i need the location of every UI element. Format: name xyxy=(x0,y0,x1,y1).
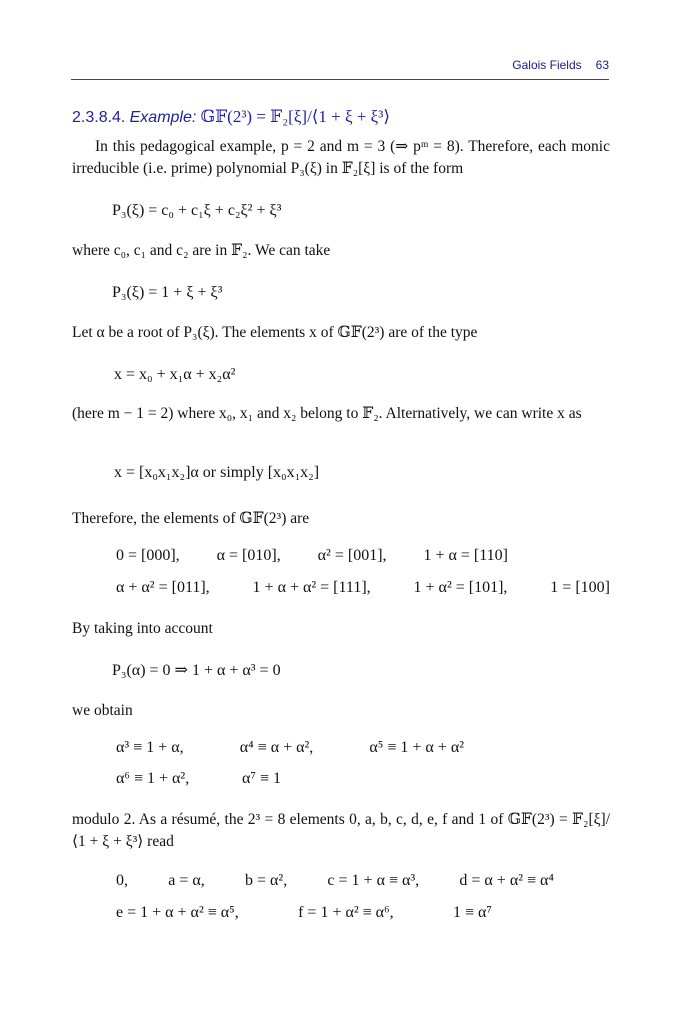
resume-row-2 xyxy=(116,904,492,922)
resume-row-1 xyxy=(116,872,554,890)
power-item: α⁶ ≡ 1 + α², xyxy=(116,770,190,787)
element-item: 1 = [100] xyxy=(550,579,610,596)
elements-row-2 xyxy=(116,579,610,597)
elements-row-1 xyxy=(116,547,508,565)
equation-chosen-polynomial: P₃(ξ) = 1 + ξ + ξ³ xyxy=(112,284,223,301)
section-formula: 𝔾𝔽(2³) = 𝔽₂[ξ]/⟨1 + ξ + ξ³⟩ xyxy=(200,107,390,126)
resume-item: a = α, xyxy=(168,872,205,889)
paragraph-resume: modulo 2. As a résumé, the 2³ = 8 elements 0, a, b, c, d, e, f and 1 of 𝔾𝔽(2³) = 𝔽₂[ξ]/⟨1 + ξ + ξ³⟩ read xyxy=(72,811,610,850)
paragraph-we-obtain: we obtain xyxy=(72,702,133,719)
element-item: α + α² = [011], xyxy=(116,579,210,596)
element-item: α = [010], xyxy=(216,547,281,564)
paragraph-coefficients: where c₀, c₁ and c₂ are in 𝔽₂. We can take xyxy=(72,242,331,259)
paragraph-intro: In this pedagogical example, p = 2 and m = 3 (⇒ pᵐ = 8). Therefore, each monic irreducible (i.e. prime) polynomial P₃(ξ) in 𝔽₂[ξ] is of the form xyxy=(72,138,610,177)
power-item: α⁷ ≡ 1 xyxy=(242,770,281,787)
section-number: 2.3.8.4. xyxy=(72,109,126,126)
powers-row-2 xyxy=(116,770,281,788)
resume-item: 1 ≡ α⁷ xyxy=(453,904,492,921)
equation-general-polynomial: P₃(ξ) = c₀ + c₁ξ + c₂ξ² + ξ³ xyxy=(112,202,282,219)
running-header xyxy=(512,58,609,72)
element-item: 1 + α + α² = [111], xyxy=(252,579,371,596)
powers-row-1 xyxy=(116,739,464,757)
page-number: 63 xyxy=(595,58,609,72)
paragraph-alternative: (here m − 1 = 2) where x₀, x₁ and x₂ belong to 𝔽₂. Alternatively, we can write x as xyxy=(72,405,582,422)
running-title: Galois Fields xyxy=(512,58,582,72)
element-item: 1 + α = [110] xyxy=(423,547,508,564)
equation-bracket-notation: x = [x₀x₁x₂]α or simply [x₀x₁x₂] xyxy=(114,464,320,481)
paragraph-taking-account: By taking into account xyxy=(72,620,213,637)
element-item: 1 + α² = [101], xyxy=(413,579,508,596)
element-item: 0 = [000], xyxy=(116,547,180,564)
equation-root-condition: P₃(α) = 0 ⇒ 1 + α + α³ = 0 xyxy=(112,662,281,679)
equation-element-form: x = x₀ + x₁α + x₂α² xyxy=(114,366,236,383)
resume-item: c = 1 + α ≡ α³, xyxy=(327,872,420,889)
paragraph-elements: Therefore, the elements of 𝔾𝔽(2³) are xyxy=(72,510,310,527)
section-label: Example: xyxy=(129,109,197,126)
power-item: α⁴ ≡ α + α², xyxy=(239,739,314,756)
resume-item: 0, xyxy=(116,872,128,889)
resume-item: f = 1 + α² ≡ α⁶, xyxy=(298,904,394,921)
power-item: α⁵ ≡ 1 + α + α² xyxy=(369,739,464,756)
resume-item: b = α², xyxy=(244,872,288,889)
paragraph-root: Let α be a root of P₃(ξ). The elements x of 𝔾𝔽(2³) are of the type xyxy=(72,324,478,341)
header-rule xyxy=(71,79,609,80)
resume-item: d = α + α² ≡ α⁴ xyxy=(459,872,554,889)
power-item: α³ ≡ 1 + α, xyxy=(116,739,184,756)
section-heading xyxy=(72,107,612,127)
element-item: α² = [001], xyxy=(317,547,387,564)
resume-item: e = 1 + α + α² ≡ α⁵, xyxy=(116,904,239,921)
